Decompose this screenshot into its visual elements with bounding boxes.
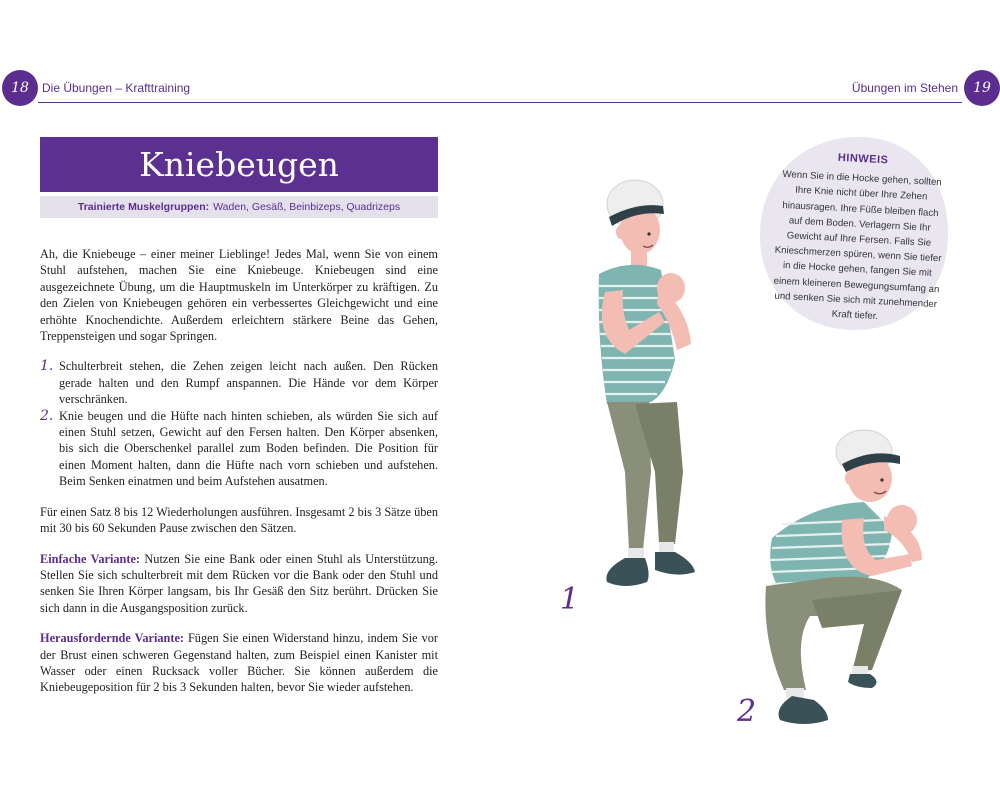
- step-item: [40, 358, 438, 407]
- right-header-rule: [500, 102, 962, 103]
- hard-variant-text: Fügen Sie einen Widerstand hinzu, indem Sie vor der Brust einen schweren Gegenstand halten, zum Beispiel einen Kanister mit Wasser oder einen Rucksack voller Bücher. Sie können außerdem die Kniebeugeposition für 2 bis 3 Sekunden halten, bevor Sie wieder aufstehen.: [40, 631, 438, 695]
- easy-variant-text: Nutzen Sie eine Bank oder einen Stuhl als Unterstützung. Stellen Sie sich schulterbreit mit dem Rücken vor die Bank oder den Stuhl und senken Sie Ihren Körper langsam, bis Ihr Gesäß den Sitz berührt. Drücken Sie sich dann in die Ausgangsposition zurück.: [40, 551, 439, 615]
- hard-variant-label: Herausfordernde Variante:: [40, 631, 184, 646]
- hard-variant-paragraph: [40, 630, 438, 696]
- left-header-rule: [38, 102, 500, 103]
- figure-1-label: 1: [560, 582, 580, 617]
- step-list: [40, 358, 438, 489]
- standing-woman-illustration: [585, 172, 705, 617]
- muscle-groups-list: Waden, Gesäß, Beinbizeps, Quadrizeps: [213, 201, 401, 213]
- muscle-groups-label: Trainierte Muskelgruppen:: [77, 201, 210, 213]
- squatting-woman-illustration: [752, 420, 932, 730]
- left-running-title: Die Übungen – Krafttraining: [42, 81, 191, 95]
- right-page-number: 19: [964, 70, 1000, 106]
- left-page-number: 18: [2, 70, 38, 106]
- step-text: Knie beugen und die Hüfte nach hinten schieben, als würden Sie sich auf einen Stuhl setzen, Gewicht auf den Fersen halten. Den Körper absenken, bis sich die Oberschenkel parallel zum Boden befinden. Die Position für einen Moment halten, dann die Hüfte nach vorn schieben und aufstehen. Beim Senken einatmen und beim Aufstehen ausatmen.: [59, 408, 438, 489]
- right-running-title: Übungen im Stehen: [851, 81, 958, 95]
- hint-title: HINWEIS: [837, 151, 889, 167]
- step-text: Schulterbreit stehen, die Zehen zeigen leicht nach außen. Den Rücken gerade halten und den Rumpf anspannen. Die Hände vor dem Körper verschränken.: [59, 359, 438, 407]
- step-number: 2.: [40, 407, 54, 424]
- easy-variant-label: Einfache Variante:: [40, 551, 141, 566]
- hint-text: Wenn Sie in die Hocke gehen, sollten Ihre Knie nicht über Ihre Zehen hinausragen. Ihre Füße bleiben flach auf dem Boden. Verlagern Sie Ihr Gewicht auf Ihre Fersen. Falls Sie Knieschmerzen spüren, wenn Sie tiefer in die Hocke gehen, fangen Sie mit einem kleineren Bewegungsumfang an und senken Sie sich mit zunehmender Kraft tiefer.: [773, 169, 942, 323]
- step-item: [40, 408, 438, 490]
- step-number: 1.: [40, 358, 54, 375]
- intro-paragraph: Ah, die Kniebeuge – einer meiner Lieblinge! Jedes Mal, wenn Sie von einem Stuhl aufstehen, machen Sie eine Kniebeuge. Kniebeugen sind eine ausgezeichnete Übung, um die Hauptmuskeln im Unterkörper zu kräftigen. Zu den Zielen von Kniebeugen gehören ein verbessertes Gleichgewicht und eine erhöhte Knochendichte. Außerdem erleichtern stärkere Beine das Gehen, Treppensteigen und sogar Springen.: [40, 247, 438, 344]
- muscle-groups: [40, 196, 438, 218]
- hint-box: [770, 148, 949, 328]
- sets-paragraph: Für einen Satz 8 bis 12 Wiederholungen ausführen. Insgesamt 2 bis 3 Sätze üben mit 30 bis 60 Sekunden Pause zwischen den Sätzen.: [40, 504, 438, 536]
- exercise-title: Kniebeugen: [40, 137, 438, 192]
- easy-variant-paragraph: [40, 551, 438, 617]
- body-text: [40, 246, 438, 710]
- figure-2-label: 2: [737, 694, 757, 729]
